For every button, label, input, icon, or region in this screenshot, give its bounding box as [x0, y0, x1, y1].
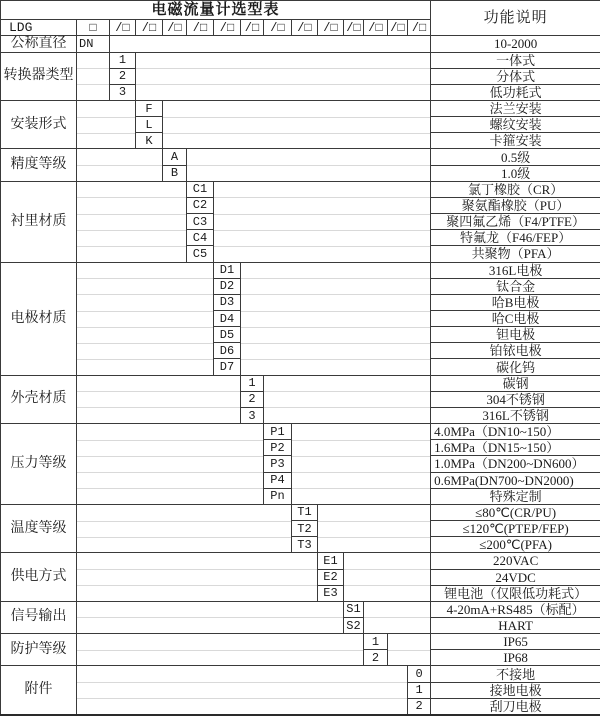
option-code-cell: 1 [110, 52, 136, 68]
category-label: 信号输出 [1, 601, 77, 633]
option-desc-cell: 220VAC [431, 553, 600, 569]
option-desc-cell: 刮刀电极 [431, 698, 600, 715]
empty-cell [77, 311, 214, 327]
option-code-cell: 0 [408, 666, 431, 682]
empty-cell [77, 165, 163, 181]
option-desc-cell: 4-20mA+RS485（标配） [431, 601, 600, 617]
option-code-cell: T3 [292, 537, 318, 553]
option-desc-cell: 螺纹安装 [431, 117, 600, 133]
empty-cell [77, 327, 214, 343]
option-desc-cell: 一体式 [431, 52, 600, 68]
option-code-cell: P1 [264, 424, 292, 440]
option-code-cell: D2 [214, 278, 241, 294]
empty-cell [77, 521, 292, 537]
empty-cell [110, 36, 431, 52]
table-title: 电磁流量计选型表 [1, 1, 431, 20]
empty-cell [77, 407, 241, 423]
empty-cell [77, 278, 214, 294]
empty-cell [77, 472, 264, 488]
empty-cell [264, 391, 431, 407]
option-code-cell: 1 [241, 375, 264, 391]
code-slot-cell: /□ [264, 20, 292, 36]
empty-cell [388, 634, 431, 650]
category-label: 压力等级 [1, 424, 77, 505]
option-desc-cell: 碳钢 [431, 375, 600, 391]
option-code-cell: 3 [110, 84, 136, 100]
category-label: 附件 [1, 666, 77, 715]
option-code-cell: 2 [241, 391, 264, 407]
option-code-cell: E3 [318, 585, 344, 601]
empty-cell [77, 343, 214, 359]
empty-cell [318, 521, 431, 537]
option-code-cell: 2 [408, 698, 431, 715]
code-slot-cell: /□ [344, 20, 364, 36]
empty-cell [136, 84, 431, 100]
option-desc-cell: 10-2000 [431, 36, 600, 52]
category-label: 精度等级 [1, 149, 77, 181]
empty-cell [77, 488, 264, 504]
empty-cell [214, 181, 431, 197]
category-label: 外壳材质 [1, 375, 77, 423]
empty-cell [388, 650, 431, 666]
empty-cell [77, 262, 214, 278]
code-slot-cell: /□ [136, 20, 163, 36]
option-desc-cell: 0.5级 [431, 149, 600, 165]
option-code-cell: 3 [241, 407, 264, 423]
empty-cell [344, 585, 431, 601]
empty-cell [77, 149, 163, 165]
empty-cell [77, 456, 264, 472]
empty-cell [77, 601, 344, 617]
option-desc-cell: 卡箍安装 [431, 133, 600, 149]
empty-cell [264, 407, 431, 423]
option-desc-cell: 316L电极 [431, 262, 600, 278]
category-label: 电极材质 [1, 262, 77, 375]
empty-cell [241, 311, 431, 327]
empty-cell [77, 84, 110, 100]
option-code-cell: D7 [214, 359, 241, 375]
option-desc-cell: 特殊定制 [431, 488, 600, 504]
empty-cell [344, 553, 431, 569]
option-code-cell: D6 [214, 343, 241, 359]
category-label: 衬里材质 [1, 181, 77, 262]
empty-cell [77, 294, 214, 310]
code-slot-cell: /□ [318, 20, 344, 36]
option-desc-cell: 哈B电极 [431, 294, 600, 310]
category-label: 供电方式 [1, 553, 77, 601]
empty-cell [214, 214, 431, 230]
empty-cell [292, 456, 431, 472]
option-code-cell: S1 [344, 601, 364, 617]
empty-cell [187, 149, 431, 165]
code-slot-cell: /□ [187, 20, 214, 36]
empty-cell [163, 100, 431, 116]
empty-cell [241, 359, 431, 375]
empty-cell [77, 100, 136, 116]
option-code-cell: D4 [214, 311, 241, 327]
code-slot-cell: /□ [364, 20, 388, 36]
empty-cell [318, 504, 431, 520]
empty-cell [214, 230, 431, 246]
empty-cell [241, 294, 431, 310]
option-desc-cell: ≤120℃(PTEP/FEP) [431, 521, 600, 537]
option-desc-cell: 铂铱电极 [431, 343, 600, 359]
option-desc-cell: 1.0MPa（DN200~DN600） [431, 456, 600, 472]
option-code-cell: DN [77, 36, 110, 52]
empty-cell [77, 246, 187, 262]
empty-cell [163, 133, 431, 149]
option-desc-cell: 法兰安装 [431, 100, 600, 116]
option-desc-cell: 4.0MPa（DN10~150） [431, 424, 600, 440]
code-slot-cell: /□ [408, 20, 431, 36]
option-code-cell: C2 [187, 197, 214, 213]
option-desc-cell: 24VDC [431, 569, 600, 585]
code-slot-cell: /□ [214, 20, 241, 36]
option-code-cell: K [136, 133, 163, 149]
empty-cell [214, 197, 431, 213]
empty-cell [241, 327, 431, 343]
empty-cell [77, 117, 136, 133]
option-desc-cell: 低功耗式 [431, 84, 600, 100]
option-code-cell: D5 [214, 327, 241, 343]
empty-cell [292, 472, 431, 488]
option-desc-cell: IP68 [431, 650, 600, 666]
empty-cell [77, 181, 187, 197]
empty-cell [77, 197, 187, 213]
empty-cell [214, 246, 431, 262]
option-desc-cell: 不接地 [431, 666, 600, 682]
option-code-cell: D1 [214, 262, 241, 278]
empty-cell [77, 698, 408, 715]
empty-cell [77, 391, 241, 407]
option-code-cell: T1 [292, 504, 318, 520]
option-code-cell: L [136, 117, 163, 133]
category-label: 温度等级 [1, 504, 77, 552]
empty-cell [77, 553, 318, 569]
option-code-cell: 1 [364, 634, 388, 650]
option-code-cell: E2 [318, 569, 344, 585]
empty-cell [77, 230, 187, 246]
option-desc-cell: ≤80℃(CR/PU) [431, 504, 600, 520]
option-desc-cell: 特氟龙（F46/FEP） [431, 230, 600, 246]
code-slot-cell: /□ [241, 20, 264, 36]
empty-cell [364, 601, 431, 617]
option-desc-cell: 304不锈钢 [431, 391, 600, 407]
option-desc-cell: 钽电极 [431, 327, 600, 343]
empty-cell [318, 537, 431, 553]
empty-cell [77, 634, 364, 650]
category-label: 转换器类型 [1, 52, 77, 100]
option-desc-cell: IP65 [431, 634, 600, 650]
option-desc-cell: 316L不锈钢 [431, 407, 600, 423]
category-label: 防护等级 [1, 634, 77, 666]
category-label: 安装形式 [1, 100, 77, 148]
option-code-cell: P3 [264, 456, 292, 472]
option-code-cell: P2 [264, 440, 292, 456]
empty-cell [77, 424, 264, 440]
option-desc-cell: 碳化钨 [431, 359, 600, 375]
code-slot-cell: /□ [163, 20, 187, 36]
empty-cell [241, 262, 431, 278]
option-desc-cell: 0.6MPa(DN700~DN2000) [431, 472, 600, 488]
empty-cell [163, 117, 431, 133]
category-label: 公称直径 [1, 36, 77, 52]
empty-cell [77, 569, 318, 585]
empty-cell [136, 52, 431, 68]
option-desc-cell: 哈C电极 [431, 311, 600, 327]
empty-cell [77, 504, 292, 520]
empty-cell [292, 440, 431, 456]
empty-cell [364, 617, 431, 633]
option-code-cell: S2 [344, 617, 364, 633]
option-code-cell: 1 [408, 682, 431, 698]
empty-cell [292, 488, 431, 504]
empty-cell [77, 133, 136, 149]
empty-cell [264, 375, 431, 391]
option-code-cell: P4 [264, 472, 292, 488]
code-slot-cell: /□ [110, 20, 136, 36]
option-code-cell: C3 [187, 214, 214, 230]
option-desc-cell: 聚四氟乙烯（F4/PTFE） [431, 214, 600, 230]
option-desc-cell: ≤200℃(PFA) [431, 537, 600, 553]
option-desc-cell: 共聚物（PFA） [431, 246, 600, 262]
option-code-cell: Pn [264, 488, 292, 504]
empty-cell [77, 359, 214, 375]
empty-cell [77, 214, 187, 230]
option-desc-cell: 聚氨酯橡胶（PU） [431, 197, 600, 213]
option-code-cell: A [163, 149, 187, 165]
model-prefix: LDG [1, 20, 77, 36]
option-desc-cell: 氯丁橡胶（CR） [431, 181, 600, 197]
empty-cell [77, 68, 110, 84]
option-code-cell: C1 [187, 181, 214, 197]
option-code-cell: B [163, 165, 187, 181]
code-slot-cell: /□ [388, 20, 408, 36]
empty-cell [77, 650, 364, 666]
empty-cell [77, 537, 292, 553]
empty-cell [187, 165, 431, 181]
empty-cell [292, 424, 431, 440]
empty-cell [241, 343, 431, 359]
function-column-header: 功能说明 [431, 1, 600, 36]
empty-cell [77, 375, 241, 391]
empty-cell [241, 278, 431, 294]
empty-cell [136, 68, 431, 84]
option-code-cell: 2 [364, 650, 388, 666]
option-desc-cell: 钛合金 [431, 278, 600, 294]
empty-cell [77, 666, 408, 682]
option-desc-cell: 接地电极 [431, 682, 600, 698]
option-code-cell: C4 [187, 230, 214, 246]
code-box-placeholder: □ [77, 20, 110, 36]
option-desc-cell: 1.0级 [431, 165, 600, 181]
empty-cell [77, 440, 264, 456]
option-desc-cell: HART [431, 617, 600, 633]
option-desc-cell: 分体式 [431, 68, 600, 84]
option-code-cell: 2 [110, 68, 136, 84]
option-code-cell: T2 [292, 521, 318, 537]
code-slot-cell: /□ [292, 20, 318, 36]
option-code-cell: C5 [187, 246, 214, 262]
empty-cell [77, 52, 110, 68]
empty-cell [77, 585, 318, 601]
option-code-cell: F [136, 100, 163, 116]
option-code-cell: E1 [318, 553, 344, 569]
option-desc-cell: 1.6MPa（DN15~150） [431, 440, 600, 456]
empty-cell [77, 617, 344, 633]
option-code-cell: D3 [214, 294, 241, 310]
empty-cell [77, 682, 408, 698]
empty-cell [344, 569, 431, 585]
option-desc-cell: 锂电池（仅限低功耗式） [431, 585, 600, 601]
